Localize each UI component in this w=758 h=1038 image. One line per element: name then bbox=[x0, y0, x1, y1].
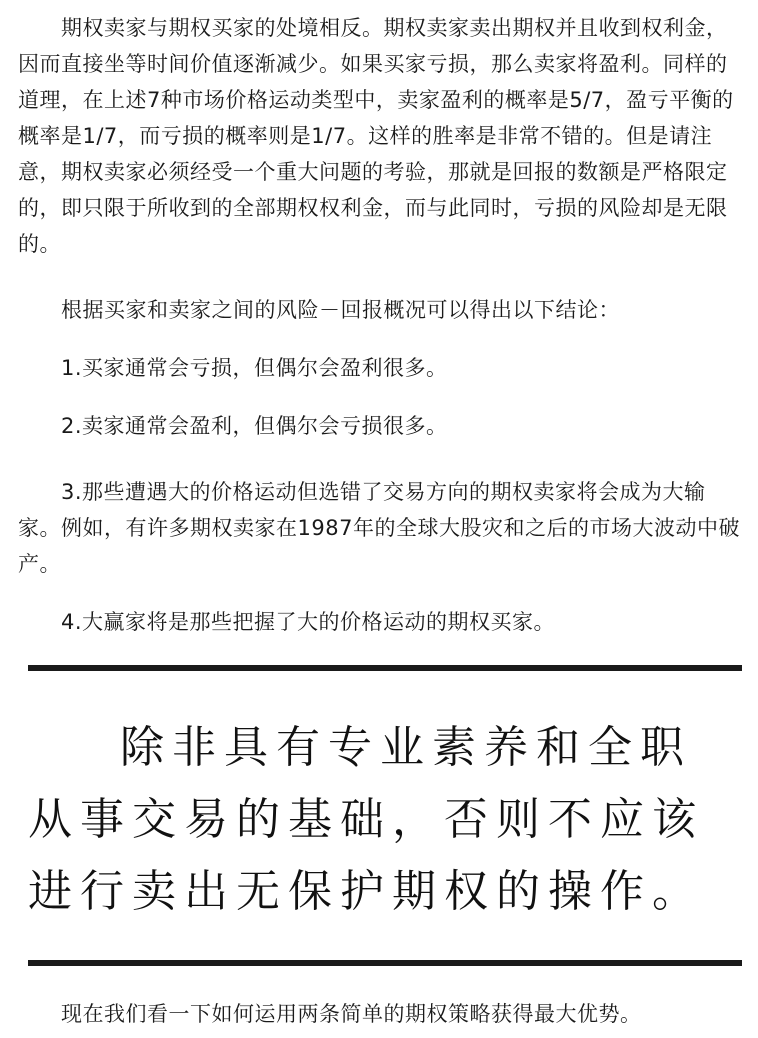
list-item-buyer: 1.买家通常会亏损，但偶尔会盈利很多。 bbox=[61, 356, 448, 380]
callout-top-rule bbox=[28, 665, 742, 671]
list-item-big-losers: 3.那些遭遇大的价格运动但选错了交易方向的期权卖家将会成为大输家。例如，有许多期权卖家在1987年的全球大股灾和之后的市场大波动中破产。 bbox=[18, 480, 740, 576]
list-item-big-winners: 4.大赢家将是那些把握了大的价格运动的期权买家。 bbox=[61, 610, 556, 634]
paragraph-next-section: 现在我们看一下如何运用两条简单的期权策略获得最大优势。 bbox=[61, 1002, 642, 1026]
callout-warning: 除非具有专业素养和全职从事交易的基础，否则不应该进行卖出无保护期权的操作。 bbox=[28, 722, 704, 917]
list-item-seller: 2.卖家通常会盈利，但偶尔会亏损很多。 bbox=[61, 414, 448, 438]
paragraph-conclusion-intro: 根据买家和卖家之间的风险－回报概况可以得出以下结论： bbox=[61, 298, 620, 322]
callout-bottom-rule bbox=[28, 960, 742, 966]
paragraph-seller-position: 期权卖家与期权买家的处境相反。期权卖家卖出期权并且收到权利金，因而直接坐等时间价值逐渐减少。如果买家亏损，那么卖家将盈利。同样的道理，在上述7种市场价格运动类型中，卖家盈利的概率是5/7，盈亏平衡的概率是1/7，而亏损的概率则是1/7。这样的胜率是非常不错的。但是请注意，期权卖家必须经受一个重大问题的考验，那就是回报的数额是严格限定的，即只限于所收到的全部期权权利金，而与此同时，亏损的风险却是无限的。 bbox=[18, 16, 734, 256]
